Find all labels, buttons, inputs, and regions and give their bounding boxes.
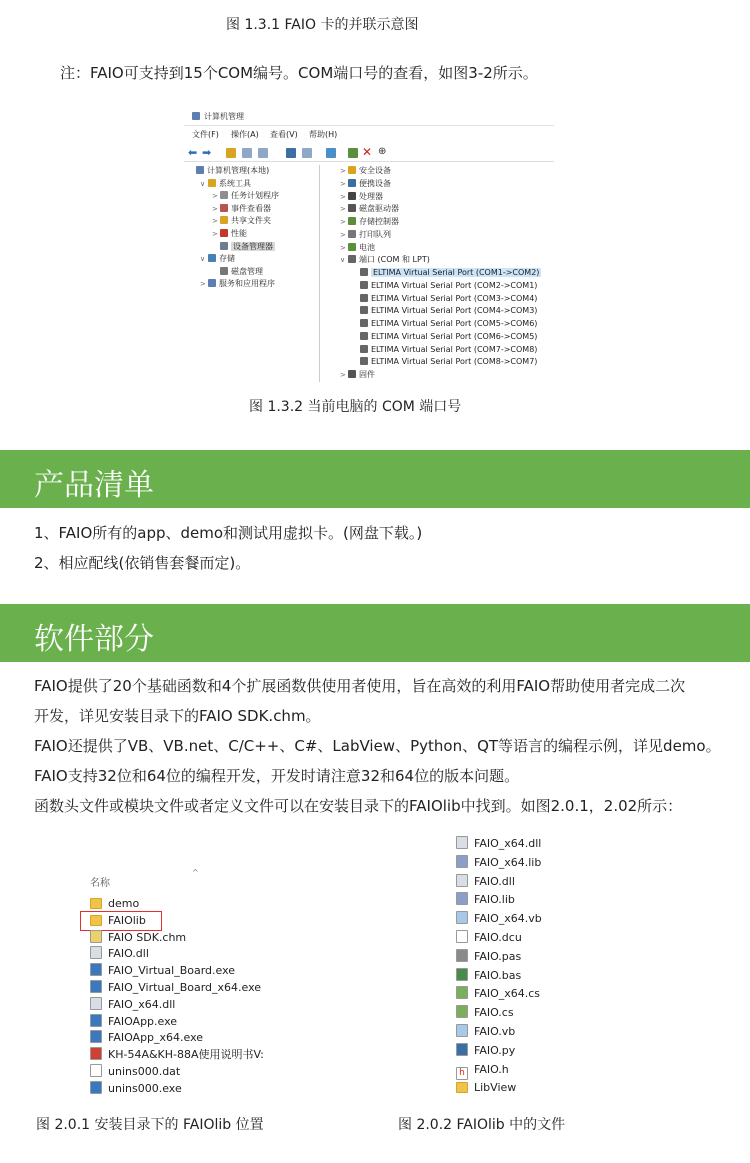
file-name: FAIO.vb — [474, 1025, 516, 1038]
folder-file-icon — [456, 1082, 468, 1093]
file-name: FAIO_x64.dll — [474, 837, 542, 850]
dll-file-icon — [90, 997, 102, 1010]
tree-node[interactable] — [352, 280, 537, 292]
window-title-bar — [184, 107, 554, 126]
collapsed-arrow-icon[interactable]: > — [200, 280, 206, 289]
device-icon — [348, 204, 356, 212]
tree-node[interactable] — [200, 278, 275, 290]
collapsed-arrow-icon[interactable]: > — [340, 218, 346, 226]
software-paragraph-4: FAIO支持32位和64位的编程开发，开发时请注意32和64位的版本问题。 — [34, 767, 520, 785]
pdf-file-icon — [90, 1047, 102, 1060]
file-item[interactable] — [456, 986, 540, 1002]
collapsed-arrow-icon[interactable]: > — [340, 243, 346, 252]
com-note: 注：FAIO可支持到15个COM编号。COM端口号的查看，如图3-2所示。 — [60, 64, 538, 82]
expanded-arrow-icon[interactable]: ∨ — [340, 256, 346, 265]
tree-node-label: ELTIMA Virtual Serial Port (COM7->COM8) — [371, 344, 538, 354]
tree-node-label: 安全设备 — [359, 166, 391, 175]
file-item[interactable] — [90, 1081, 182, 1097]
tree-node[interactable] — [212, 241, 275, 253]
device-icon — [348, 230, 356, 238]
tree-node-label: ELTIMA Virtual Serial Port (COM1->COM2) — [373, 268, 540, 277]
exe-file-icon — [90, 980, 102, 993]
file-item[interactable] — [90, 980, 261, 996]
file-item[interactable] — [82, 913, 160, 929]
tree-node[interactable] — [340, 242, 375, 254]
download-circle-icon[interactable]: ⊕ — [378, 146, 387, 157]
tree-node-label: 性能 — [231, 229, 247, 238]
tree-node[interactable] — [212, 203, 271, 215]
device-icon — [220, 229, 228, 237]
tree-node[interactable] — [188, 165, 269, 177]
section-title: 软件部分 — [34, 622, 154, 657]
tree-node[interactable] — [340, 254, 430, 266]
file-name: demo — [108, 897, 140, 910]
expanded-arrow-icon[interactable]: ∨ — [200, 255, 206, 264]
tree-node[interactable] — [352, 344, 537, 356]
device-icon — [360, 281, 368, 289]
tree-node[interactable] — [340, 216, 399, 228]
computer-management-icon — [192, 112, 200, 120]
device-icon — [208, 279, 216, 287]
collapsed-arrow-icon[interactable]: > — [212, 230, 218, 238]
tree-node-label: 系统工具 — [219, 178, 251, 188]
file-item[interactable] — [456, 911, 542, 927]
software-section-banner — [0, 604, 750, 662]
file-name: FAIO SDK.chm — [108, 930, 187, 944]
device-icon — [360, 357, 368, 365]
device-icon — [220, 216, 228, 224]
tree-node-label: 共享文件夹 — [231, 216, 271, 226]
device-icon — [220, 267, 228, 275]
tree-node-label: 固件 — [359, 370, 375, 379]
file-name: unins000.dat — [108, 1065, 181, 1078]
dat-file-icon — [90, 1064, 102, 1077]
exe-file-icon — [90, 963, 102, 976]
window-title: 计算机管理 — [204, 112, 244, 121]
update-driver-icon[interactable] — [348, 148, 358, 158]
tree-node[interactable] — [352, 293, 537, 305]
file-name: FAIO.dll — [108, 947, 149, 961]
device-icon — [348, 243, 356, 251]
device-icon — [348, 255, 356, 263]
file-item[interactable] — [90, 963, 235, 979]
software-paragraph-2: 开发，详见安装目录下的FAIO SDK.chm。 — [34, 707, 321, 725]
collapsed-arrow-icon[interactable]: > — [340, 371, 346, 379]
device-icon — [360, 306, 368, 314]
tree-node[interactable] — [212, 190, 279, 202]
tree-node[interactable] — [352, 318, 537, 330]
forward-arrow-icon[interactable]: ➡ — [202, 146, 212, 159]
file-name: FAIO.dcu — [474, 931, 522, 944]
pas-file-icon — [456, 949, 468, 962]
tree-node-label: ELTIMA Virtual Serial Port (COM3->COM4) — [371, 293, 538, 303]
tree-node[interactable] — [352, 305, 537, 317]
device-icon — [360, 345, 368, 353]
file-item[interactable] — [90, 1014, 177, 1030]
tree-node-label: 事件查看器 — [231, 203, 271, 213]
collapsed-arrow-icon[interactable]: > — [340, 167, 346, 175]
tree-node[interactable] — [352, 356, 537, 368]
device-icon — [208, 254, 216, 262]
file-item[interactable] — [456, 836, 541, 852]
software-paragraph-5: 函数头文件或模块文件或者定义文件可以在安装目录下的FAIOlib中找到。如图2.0.1，2.02所示： — [34, 797, 683, 815]
file-item[interactable] — [456, 930, 522, 946]
dll-file-icon — [90, 946, 102, 959]
device-icon — [208, 179, 216, 187]
file-item[interactable] — [90, 896, 139, 912]
menu-item[interactable]: 帮助(H) — [309, 130, 338, 139]
file-name: unins000.exe — [108, 1081, 182, 1095]
collapsed-arrow-icon[interactable]: > — [212, 204, 218, 213]
tree-node[interactable] — [200, 178, 251, 190]
file-item[interactable] — [456, 874, 515, 890]
console-tree-icon[interactable] — [242, 148, 252, 158]
collapsed-arrow-icon[interactable]: > — [340, 230, 346, 239]
file-item[interactable] — [90, 1047, 264, 1063]
tree-node-label: ELTIMA Virtual Serial Port (COM6->COM5) — [371, 331, 538, 341]
file-name: FAIO.pas — [474, 949, 522, 963]
file-item[interactable] — [456, 1080, 516, 1096]
chm-file-icon — [90, 930, 102, 943]
product-list-banner — [0, 450, 750, 508]
file-item[interactable] — [456, 855, 541, 871]
tree-node[interactable] — [340, 229, 391, 241]
file-name: FAIO.bas — [474, 968, 522, 982]
toolbar — [184, 145, 554, 162]
file-item[interactable] — [456, 968, 521, 984]
tree-node[interactable] — [212, 228, 247, 240]
menu-item[interactable]: 查看(V) — [270, 130, 298, 139]
tree-node[interactable] — [212, 266, 263, 278]
device-icon — [348, 217, 356, 225]
faiolib-file-list — [446, 834, 586, 1098]
device-manager-tree — [324, 165, 554, 382]
view-icon[interactable] — [258, 148, 268, 158]
collapsed-arrow-icon[interactable]: > — [212, 217, 218, 226]
cs-file-icon — [456, 1005, 468, 1018]
file-name: FAIO_x64.cs — [474, 987, 541, 1001]
device-icon — [360, 268, 368, 276]
menu-item[interactable]: 操作(A) — [231, 130, 259, 139]
folder-file-icon — [90, 915, 102, 926]
exe-file-icon — [90, 1030, 102, 1043]
device-icon — [220, 191, 228, 199]
sort-up-icon: ^ — [192, 868, 199, 877]
uninstall-x-icon[interactable]: ✕ — [362, 145, 373, 159]
collapsed-arrow-icon[interactable]: > — [340, 179, 346, 188]
figure-1-3-1-caption: 图 1.3.1 FAIO 卡的并联示意图 — [226, 17, 419, 33]
tree-node-label: 处理器 — [359, 191, 383, 201]
properties-icon[interactable] — [302, 148, 312, 158]
file-name: FAIO.dll — [474, 874, 515, 888]
figure-2-0-1-caption: 图 2.0.1 安装目录下的 FAIOlib 位置 — [36, 1117, 264, 1133]
software-paragraph-3: FAIO还提供了VB、VB.net、C/C++、C#、LabView、Python、QT等语言的编程示例，详见demo。 — [34, 737, 721, 755]
product-item-1: 1、FAIO所有的app、demo和测试用虚拟卡。(网盘下载。) — [34, 524, 423, 542]
file-item[interactable] — [90, 997, 175, 1013]
file-name: FAIOlib — [108, 913, 146, 927]
file-item[interactable] — [456, 1005, 514, 1021]
tree-node-label: 便携设备 — [359, 178, 391, 188]
tree-node-label: 打印队列 — [359, 229, 391, 239]
device-icon — [360, 319, 368, 327]
tree-node[interactable] — [352, 331, 537, 343]
cs-file-icon — [456, 986, 468, 999]
file-name: FAIO_x64.vb — [474, 912, 542, 926]
vb-file-icon — [456, 1024, 468, 1037]
install-directory-list — [80, 868, 264, 1100]
exe-file-icon — [90, 1014, 102, 1027]
tree-node[interactable] — [200, 253, 235, 265]
tree-node[interactable] — [340, 191, 383, 203]
monitor-icon[interactable] — [326, 148, 336, 158]
device-icon — [348, 370, 356, 378]
computer-management-window — [184, 107, 554, 382]
collapsed-arrow-icon[interactable]: > — [212, 192, 218, 201]
tree-node-label: ELTIMA Virtual Serial Port (COM2->COM1) — [371, 280, 538, 290]
folder-file-icon — [90, 898, 102, 909]
device-icon — [220, 204, 228, 212]
tree-node[interactable] — [340, 203, 399, 215]
device-icon — [196, 166, 204, 174]
file-item[interactable] — [90, 1030, 203, 1046]
tree-node-label: 存储 — [219, 254, 235, 264]
file-name: FAIO_Virtual_Board_x64.exe — [108, 981, 262, 994]
column-header-name[interactable]: 名称 — [90, 878, 110, 889]
tree-node[interactable] — [352, 267, 541, 279]
collapsed-arrow-icon[interactable]: > — [340, 192, 346, 201]
collapsed-arrow-icon[interactable]: > — [340, 205, 346, 214]
tree-node-label: ELTIMA Virtual Serial Port (COM4->COM3) — [371, 306, 538, 316]
file-item[interactable] — [456, 1024, 515, 1040]
file-name: FAIOApp.exe — [108, 1014, 178, 1028]
dll-file-icon — [456, 836, 468, 849]
section-title: 产品清单 — [34, 468, 154, 503]
tree-node-label: ELTIMA Virtual Serial Port (COM8->COM7) — [371, 357, 538, 367]
tree-node-label: 磁盘管理 — [231, 266, 263, 276]
device-icon — [348, 166, 356, 174]
software-paragraph-1: FAIO提供了20个基础函数和4个扩展函数供使用者使用，旨在高效的利用FAIO帮助使用者完成二次 — [34, 677, 686, 695]
file-item[interactable] — [90, 930, 186, 946]
tree-node-label: 服务和应用程序 — [219, 279, 275, 289]
tree-node-label: 设备管理器 — [233, 241, 273, 251]
file-name: LibView — [474, 1081, 517, 1095]
file-item[interactable] — [456, 1062, 509, 1078]
product-item-2: 2、相应配线(依销售套餐而定)。 — [34, 554, 251, 572]
tree-node[interactable] — [340, 165, 391, 177]
tree-node-label: 存储控制器 — [359, 217, 399, 226]
expanded-arrow-icon[interactable]: ∨ — [200, 179, 206, 188]
tree-node[interactable] — [340, 369, 375, 381]
vb-file-icon — [456, 911, 468, 924]
figure-2-0-2-caption: 图 2.0.2 FAIOlib 中的文件 — [398, 1117, 566, 1133]
tree-node-label: 计算机管理(本地) — [207, 166, 270, 175]
tree-node-label: ELTIMA Virtual Serial Port (COM5->COM6) — [371, 319, 538, 328]
device-icon — [348, 179, 356, 187]
left-navigation-tree — [184, 165, 320, 382]
bas-file-icon — [456, 968, 468, 981]
figure-1-3-2-caption: 图 1.3.2 当前电脑的 COM 端口号 — [249, 399, 462, 415]
file-name: FAIO_x64.dll — [108, 997, 176, 1011]
file-item[interactable] — [90, 1064, 180, 1080]
file-name: FAIO.h — [474, 1062, 509, 1076]
lib-file-icon — [456, 855, 468, 868]
file-item[interactable] — [456, 1043, 515, 1059]
menu-item[interactable]: 文件(F) — [192, 130, 219, 139]
file-name: FAIO.lib — [474, 893, 515, 907]
device-icon — [348, 192, 356, 200]
tree-node-label: 端口 (COM 和 LPT) — [359, 255, 430, 265]
dll-file-icon — [456, 874, 468, 887]
tree-node[interactable] — [212, 215, 271, 227]
tree-node-label: 电池 — [359, 242, 375, 252]
blank-file-icon — [456, 930, 468, 943]
device-icon — [360, 294, 368, 302]
file-item[interactable] — [456, 949, 521, 965]
tree-node[interactable] — [340, 178, 391, 190]
file-name: FAIO_x64.lib — [474, 855, 542, 869]
file-name: FAIO_Virtual_Board.exe — [108, 964, 236, 978]
py-file-icon — [456, 1043, 468, 1056]
device-icon — [360, 332, 368, 340]
device-icon — [220, 242, 228, 250]
file-name: FAIOApp_x64.exe — [108, 1031, 204, 1045]
h-file-icon: h — [456, 1067, 468, 1080]
file-item[interactable] — [456, 892, 515, 908]
tree-node-label: 磁盘驱动器 — [359, 204, 399, 214]
back-arrow-icon[interactable]: ⬅ — [188, 146, 198, 159]
help-icon[interactable] — [286, 148, 296, 158]
file-name: FAIO.cs — [474, 1006, 514, 1020]
exe-file-icon — [90, 1081, 102, 1094]
file-name: FAIO.py — [474, 1043, 516, 1057]
file-item[interactable] — [90, 946, 149, 962]
lib-file-icon — [456, 892, 468, 905]
tree-node-label: 任务计划程序 — [231, 191, 279, 201]
file-name: KH-54A&KH-88A使用说明书V: — [108, 1048, 264, 1062]
up-folder-icon[interactable] — [226, 148, 236, 158]
